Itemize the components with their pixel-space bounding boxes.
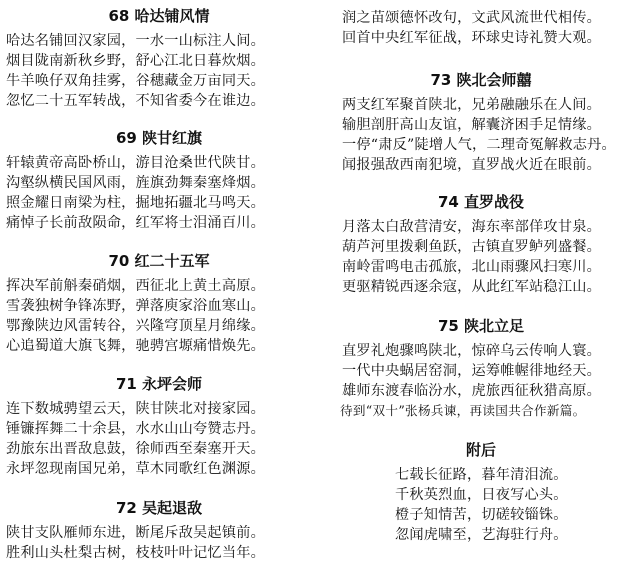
poem-line: 更驱精锐西逐余寇，从此红军站稳江山。 [342, 279, 601, 295]
poem-line: 胜利山头杜梨古树，枝枝叶叶记忆当年。 [6, 545, 265, 561]
poem-72-continued [322, 8, 640, 48]
postscript-line: 橙子知情苦，切磋较锱铢。 [395, 507, 568, 523]
poem-73 [322, 72, 640, 175]
poem-body [322, 341, 640, 421]
poem-71 [0, 376, 318, 479]
poem-title: 75 陕北立足 [437, 317, 525, 335]
poem-line-small: 待到“双十”张杨兵谏，再读国共合作新篇。 [340, 403, 586, 418]
poem-70 [0, 253, 318, 356]
poem-line: 痛悼子长前敌陨命，红军将士泪涌百川。 [6, 215, 265, 231]
poem-line: 鄂豫陕边风雷转谷，兴隆穹顶星月绵缘。 [6, 318, 265, 334]
poem-68 [0, 8, 318, 111]
poem-line: 输胆剖肝高山友谊，解囊济困手足情缘。 [342, 117, 601, 133]
poem-line: 月落太白敌营清安，海东率部佯攻甘泉。 [342, 219, 601, 235]
poem-body [0, 153, 318, 233]
poem-line: 南岭雷鸣电击孤旅，北山雨骤风扫寒川。 [342, 259, 601, 275]
poem-body [0, 276, 318, 356]
poem-body [0, 399, 318, 479]
poem-line: 直罗礼炮骤鸣陕北，惊碎乌云传响人寰。 [342, 343, 601, 359]
poem-line: 哈达名铺回汉家园，一水一山标注人间。 [6, 33, 265, 49]
poem-74 [322, 194, 640, 297]
poem-title: 70 红二十五军 [108, 252, 210, 270]
poem-title: 74 直罗战役 [437, 193, 525, 211]
postscript-title: 附后 [465, 441, 496, 459]
poem-line: 轩辕黄帝高卧桥山，游目沧桑世代陕甘。 [6, 155, 265, 171]
poem-line: 连下数城骋望云天，陕甘陕北对接家园。 [6, 401, 265, 417]
poem-body [0, 523, 318, 563]
poem-line: 两支红军聚首陕北，兄弟融融乐在人间。 [342, 97, 601, 113]
poem-title: 71 永坪会师 [115, 375, 203, 393]
poem-body [0, 31, 318, 111]
poem-line: 锤镰挥舞二十余县，水水山山夸赞志丹。 [6, 421, 265, 437]
poem-line: 雪袭独树争锋冻野，弹落庾家浴血寒山。 [6, 298, 265, 314]
poem-line: 润之苗颂德怀改句，文武风流世代相传。 [342, 10, 601, 26]
poem-line: 心追蜀道大旗飞舞，驰骋宫塬痛惜焕先。 [6, 338, 265, 354]
poem-line: 雄师东渡春临汾水，虎旅西征秋猎高原。 [342, 383, 601, 399]
postscript-line: 忽闻虎啸至，艺海驻行舟。 [395, 527, 568, 543]
poem-line: 一停“肃反”陡增人气，二理奇冤解救志丹。 [342, 137, 616, 153]
poem-72 [0, 500, 318, 563]
postscript-line: 七载长征路，暮年清泪流。 [395, 467, 568, 483]
postscript-line: 千秋英烈血，日夜写心头。 [395, 487, 568, 503]
poem-line: 忽忆二十五军转战，不知省委今在谁边。 [6, 93, 265, 109]
poem-69 [0, 130, 318, 233]
poem-line: 劲旅东出晋敌息鼓，徐师西至秦塞开天。 [6, 441, 265, 457]
poem-title: 68 哈达铺风情 [108, 7, 210, 25]
poem-line: 沟壑纵横民国风雨，旌旗劲舞秦塞烽烟。 [6, 175, 265, 191]
poem-line: 一代中央蜗居窑洞，运筹帷幄徘地经天。 [342, 363, 601, 379]
poem-line: 永坪忽现南国兄弟，草木同歌红色渊源。 [6, 461, 265, 477]
poem-line: 闻报强敌西南犯境，直罗战火近在眼前。 [342, 157, 601, 173]
poem-line: 葫芦河里拨剩鱼跃，古镇直罗鲈列盛餐。 [342, 239, 601, 255]
poem-line: 回首中央红军征战，环球史诗礼赞大观。 [342, 30, 601, 46]
poem-line: 牛羊唤仔双角挂雾，谷穗藏金万亩同天。 [6, 73, 265, 89]
postscript-body [322, 465, 640, 545]
poem-title: 72 吴起退敌 [115, 499, 203, 517]
poem-body [322, 217, 640, 297]
poem-75 [322, 318, 640, 421]
poem-title: 73 陕北会师囍 [430, 71, 532, 89]
poem-line: 陕甘支队雁师东进，断尾斥敌吴起镇前。 [6, 525, 265, 541]
poem-line: 挥决军前斛秦硝烟，西征北上黄土高原。 [6, 278, 265, 294]
postscript [322, 442, 640, 545]
poem-line: 照金耀日南梁为柱，掘地拓疆北马鸣天。 [6, 195, 265, 211]
poem-line: 烟目陇南新秋乡野，舒心江北日暮炊烟。 [6, 53, 265, 69]
poem-body [322, 95, 640, 175]
poem-title: 69 陕甘红旗 [115, 129, 203, 147]
